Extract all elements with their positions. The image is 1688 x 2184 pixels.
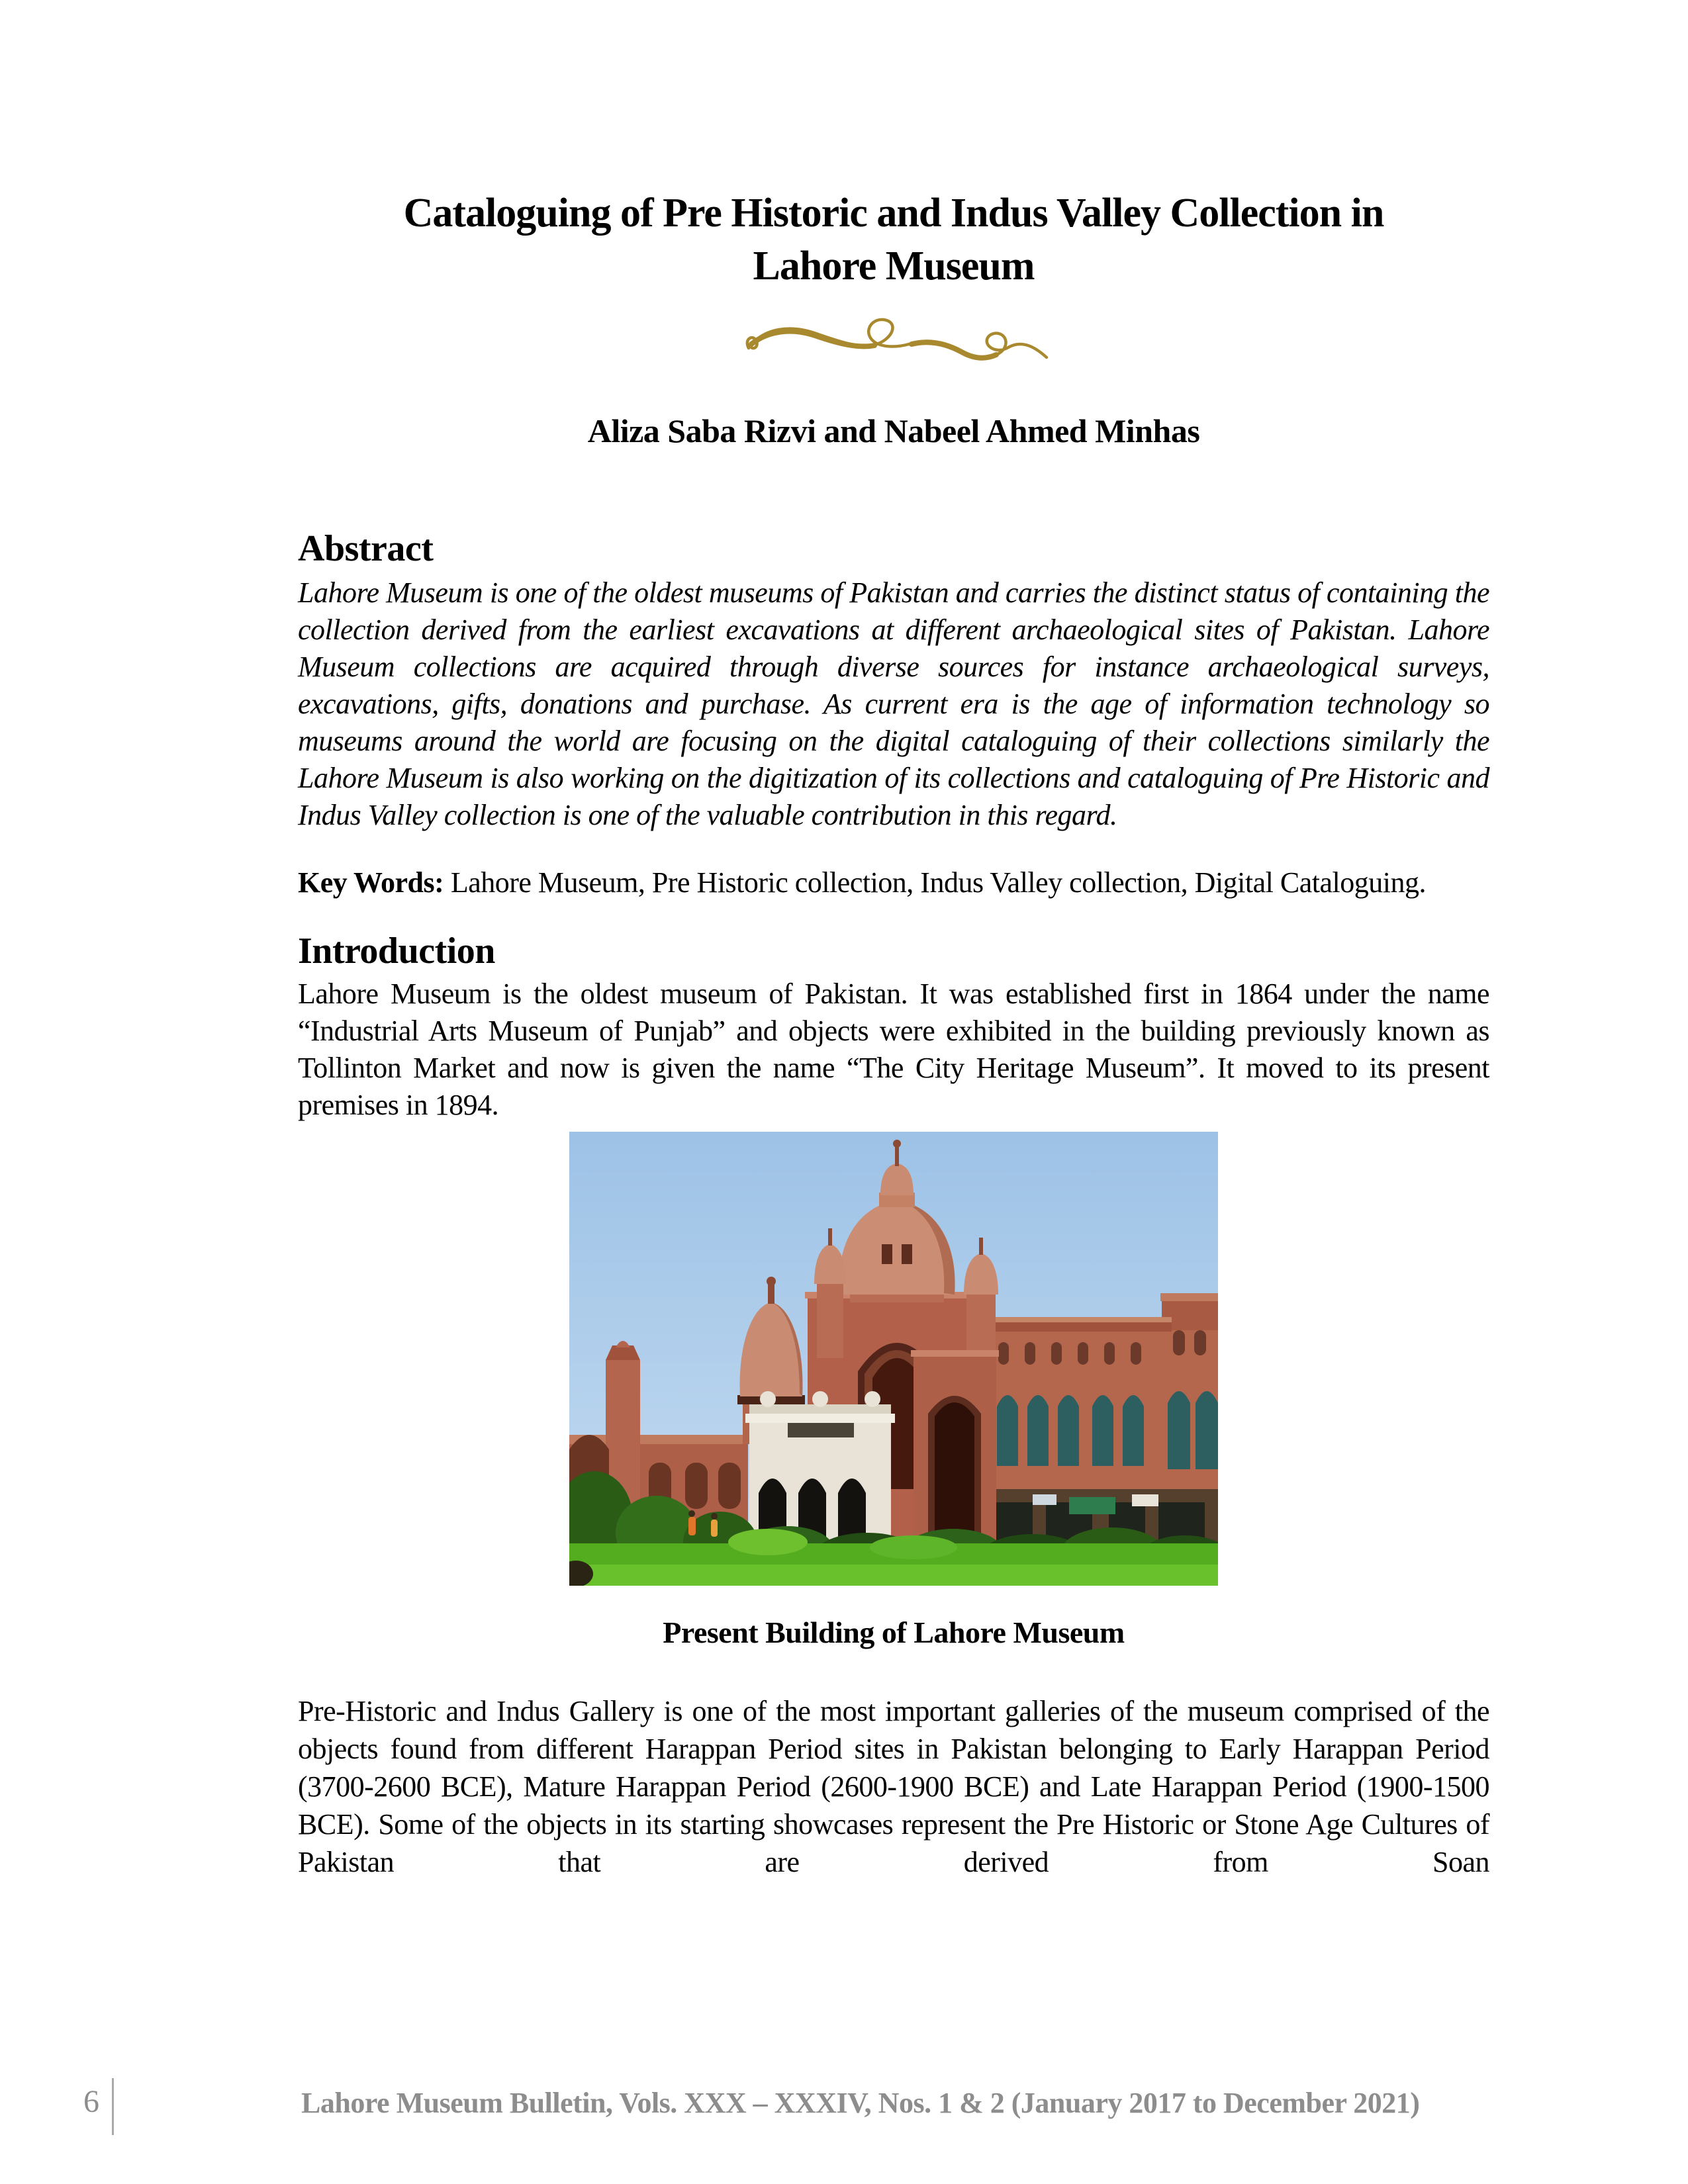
keywords-paragraph	[298, 864, 1489, 901]
figure-caption: Present Building of Lahore Museum	[663, 1615, 1125, 1649]
title-line-1: Cataloguing of Pre Historic and Indus Valley Collection in	[403, 191, 1384, 236]
authors: Aliza Saba Rizvi and Nabeel Ahmed Minhas	[587, 412, 1200, 449]
page-number: 6	[83, 2084, 99, 2119]
introduction-text: Lahore Museum is the oldest museum of Pakistan. It was established first in 1864 under the name “Industrial Arts Museum of Punjab” and objects were exhibited in the building previously known as Tollinton Market and now is given the name “The City Heritage Museum”. It moved to its present premises in 1894.	[298, 978, 1489, 1121]
abstract-heading: Abstract	[298, 528, 434, 569]
keywords-label: Key Words:	[298, 866, 444, 899]
figure	[569, 1132, 1218, 1586]
footer-divider	[112, 2078, 114, 2135]
body-paragraph: Pre-Historic and Indus Gallery is one of the most important galleries of the museum comprised of the objects found from different Harappan Period sites in Pakistan belonging to Early Harappan Period (3700-2600 BCE), Mature Harappan Period (2600-1900 BCE) and Late Harappan Period (1900-1500 BCE). Some of the objects in its starting showcases represent the Pre Historic or Stone Age Cultures of Pakistan that are derived from Soan	[298, 1695, 1489, 1878]
calligraphic-swirl-icon	[738, 310, 1049, 373]
title-line-2: Lahore Museum	[753, 244, 1035, 289]
text-column	[298, 0, 1489, 1881]
running-footer: Lahore Museum Bulletin, Vols. XXX – XXXIV, Nos. 1 & 2 (January 2017 to December 2021)	[301, 2087, 1420, 2119]
introduction-heading: Introduction	[298, 931, 495, 972]
abstract-text: Lahore Museum is one of the oldest museums of Pakistan and carries the distinct status of containing the collection derived from the earliest excavations at different archaeological sites of Pakistan. Lahore Museum collections are acquired through diverse sources for instance archaeological surveys, excavations, gifts, donations and purchase. As current era is the age of information technology so museums around the world are focusing on the digital cataloguing of their collections similarly the Lahore Museum is also working on the digitization of its collections and cataloguing of Pre Historic and Indus Valley collection is one of the valuable contribution in this regard.	[298, 576, 1489, 831]
lahore-museum-building-photo	[569, 1132, 1218, 1586]
page-title	[298, 187, 1489, 293]
flourish-divider	[298, 310, 1489, 373]
keywords-text: Lahore Museum, Pre Historic collection, Indus Valley collection, Digital Cataloguing.	[444, 866, 1426, 899]
